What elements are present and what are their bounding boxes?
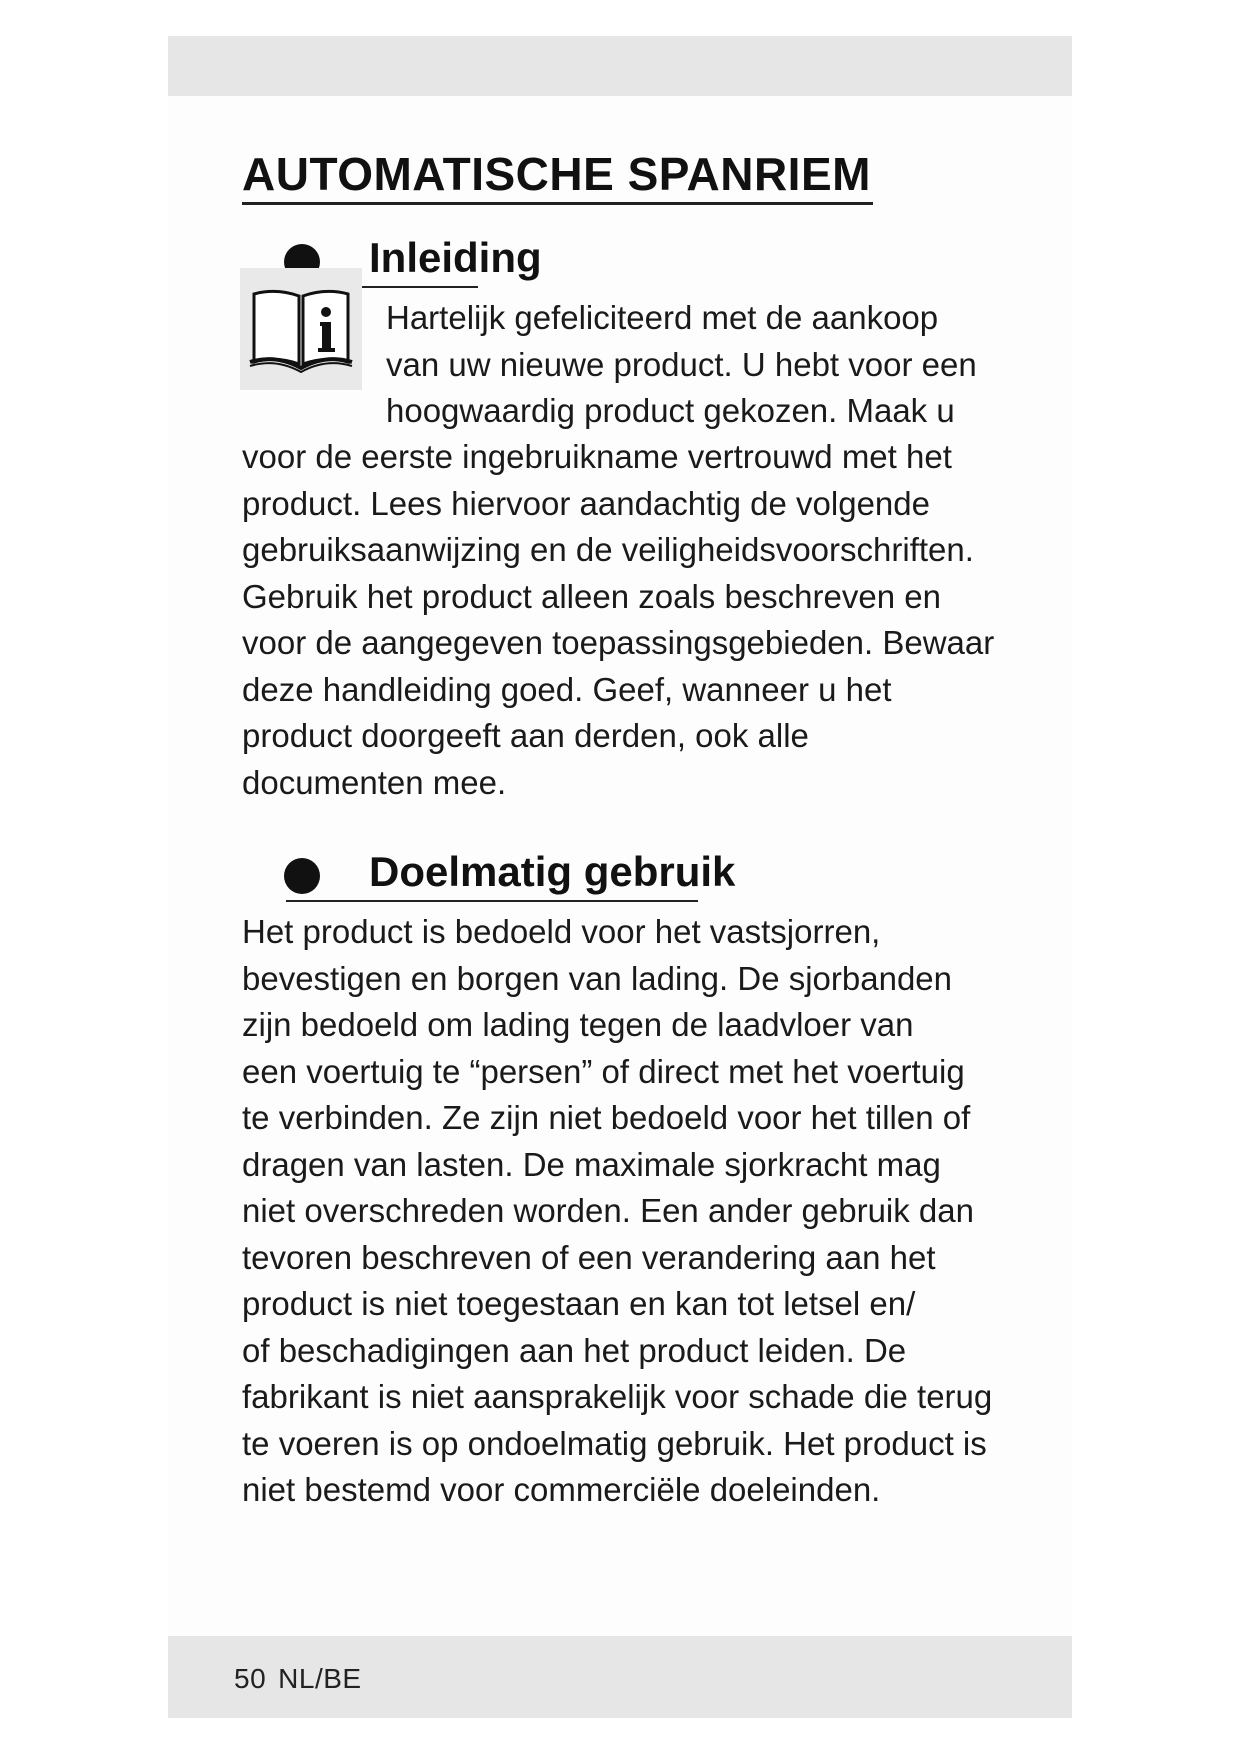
text-line: product is niet toegestaan en kan tot letsel en/ — [242, 1285, 916, 1322]
text-line: gebruiksaanwijzing en de veiligheidsvoorschriften. — [242, 531, 974, 568]
info-book-icon — [240, 268, 362, 390]
text-line: dragen van lasten. De maximale sjorkracht mag — [242, 1145, 941, 1183]
text-line: te voeren is op ondoelmatig gebruik. Het product is — [242, 1424, 987, 1462]
intro-paragraph — [242, 434, 994, 806]
page-footer — [234, 1663, 362, 1695]
text-line: hoogwaardig product gekozen. Maak u — [386, 392, 955, 429]
text-line: te verbinden. Ze zijn niet bedoeld voor het tillen of — [242, 1099, 971, 1136]
text-line: van uw nieuwe product. U hebt voor een — [386, 345, 977, 383]
text-line: Gebruik het product alleen zoals beschreven en — [242, 577, 941, 615]
text-line: zijn bedoeld om lading tegen de laadvloer van — [242, 1006, 914, 1043]
text-line: voor de aangegeven toepassingsgebieden. Bewaar — [242, 624, 995, 661]
manual-page — [168, 36, 1072, 1718]
section-heading-doelmatig-gebruik — [284, 846, 736, 902]
text-line: een voertuig te “persen” of direct met het voertuig — [242, 1052, 965, 1090]
page-title: AUTOMATISCHE SPANRIEM — [242, 146, 873, 205]
intro-lead-paragraph — [386, 295, 977, 435]
page-number: 50 — [234, 1663, 267, 1694]
section-title: Inleiding — [369, 234, 542, 281]
text-line: deze handleiding goed. Geef, wanneer u het — [242, 670, 892, 708]
text-line: voor de eerste ingebruikname vertrouwd met het — [242, 438, 952, 475]
bullet-icon — [284, 858, 320, 894]
text-line: niet bestemd voor commerciële doeleinden. — [242, 1471, 881, 1508]
text-line: tevoren beschreven of een verandering aan het — [242, 1238, 936, 1276]
usage-paragraph — [242, 909, 992, 1514]
text-line: product doorgeeft aan derden, ook alle — [242, 717, 809, 754]
text-line: of beschadigingen aan het product leiden. De — [242, 1331, 907, 1369]
text-line: Hartelijk gefeliciteerd met de aankoop — [386, 299, 939, 336]
text-line: bevestigen en borgen van lading. De sjorbanden — [242, 959, 953, 997]
section-title: Doelmatig gebruik — [369, 848, 736, 895]
heading-underline — [286, 900, 698, 902]
header-band — [168, 36, 1072, 96]
text-line: product. Lees hiervoor aandachtig de volgende — [242, 484, 930, 522]
text-line: fabrikant is niet aansprakelijk voor schade die terug — [242, 1378, 993, 1415]
text-line: niet overschreden worden. Een ander gebruik dan — [242, 1192, 974, 1229]
locale-label: NL/BE — [278, 1663, 362, 1694]
text-line: Het product is bedoeld voor het vastsjorren, — [242, 913, 881, 950]
text-line: documenten mee. — [242, 763, 507, 801]
